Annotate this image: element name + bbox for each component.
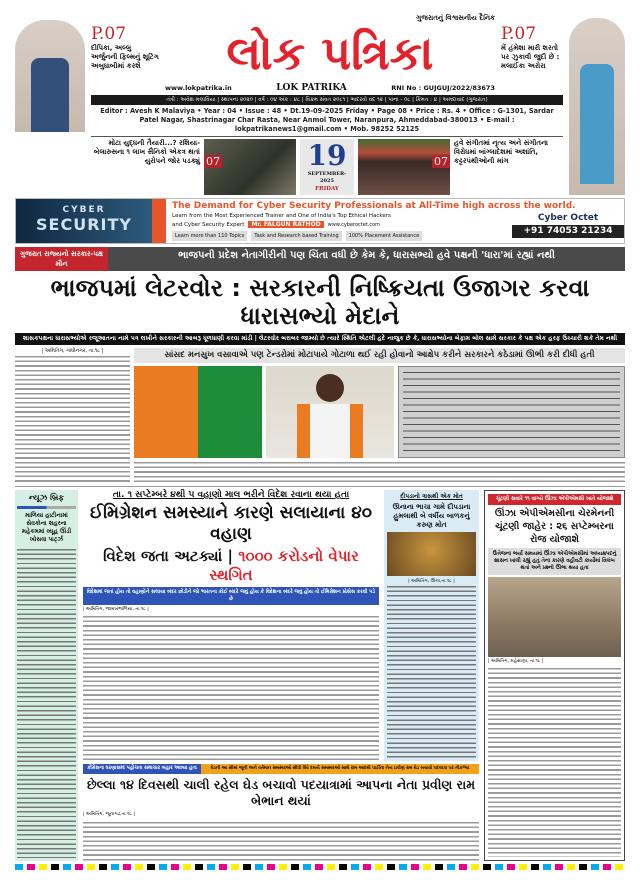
ad-chips	[172, 231, 506, 241]
ad-banner-image	[16, 199, 166, 243]
left-model-photo[interactable]	[15, 20, 85, 132]
apmc-kicker: ચૂંટણી સવારે ૧૧ વાગ્યે ઊંઝા એપીએમસી ખાતે યોજાશે	[488, 494, 621, 505]
lead-caption	[134, 461, 625, 483]
lead-kicker: ભાજપની પ્રદેશ નેતાગીરીની પણ ચિંતા વધી છે કેમ કે, ધારાસભ્યો હવે પક્ષની 'ધારા'માં રહ્યાં નથી	[108, 247, 625, 271]
teaser-left-photo[interactable]	[204, 139, 296, 195]
immigration-bar: વિદેશમાં જતાં હોય તો વહાણોને સલાયા બંદર છોડીને જો ભારતના કોઈ બંદરે જવું હોય કે વિદેશના બંદરે જવું હોય તો ઈમિગ્રેશન પ્રોસેસ કરવી પડે છે	[83, 587, 379, 605]
immigration-dateline: | અમિતિંગ, જામખંભાળિયા, તા.૧૮ |	[83, 607, 149, 612]
lead-bar: સાંસદ મનસુખ વસાવાએ પણ ટેન્ડરોમાં મોટાપાયે ગોટાળા થઈ રહી હોવાનો આક્ષેપ કરીને સરકારને કઠેડામાં ઊભી કરી દીધી હતી	[134, 348, 625, 363]
ad-chip: Task and Research based Training	[251, 231, 341, 241]
color-registration-strip	[15, 864, 625, 870]
immigration-headline-1[interactable]: ઈમિગ્રેશન સમસ્યાને કારણે સલાયાના ૪૦ વહાણ	[89, 503, 373, 544]
padyatra-dateline: | અમિતિંગ, જૂનાગઢ,તા.૧૮ |	[83, 812, 135, 817]
editor-line: Editor : Avesh K Malaviya • Year : 04 • Issue : 48 • Dt.19-09-2025 Friday • Page 08 • Price : Rs. 4 • Office : G-1301, Sardar Patel Nagar, Shastrinagar Char Rasta, Near Anmol Tower, Naranpura, Ahmeddabad-380013 • E-mail : lokpatrikanews1@gmail.com • Mob. 98252 52125	[91, 107, 563, 137]
ad-line1: Learn from the Most Experienced Trainer and One of India's Top Ethical Hackers	[172, 213, 391, 219]
leopard-headline[interactable]: ઊનાના ભાચા ગામે દીપડાના હુમલાથી બે વર્ષીય બાળકનું કરુણ મોત	[392, 503, 471, 529]
ad-chip: Learn more than 110 Topics	[172, 231, 247, 241]
immigration-headline-2[interactable]	[83, 547, 379, 585]
apmc-building-photo[interactable]	[488, 577, 621, 657]
tagline: ગુજરાતનું વિશ્વસનીય દૈનિક	[416, 14, 495, 22]
ad-brand: Cyber Octet	[537, 213, 599, 223]
teaser-right-text[interactable]: હવે સંગીતમાં નૃત્ય અને સંગીતના વિરોધમાં બાંગ્લાદેશમાં અશાંતિ, કટ્ટરપંથીઓની માંગ	[454, 139, 548, 165]
padyatra-headline[interactable]: છેલ્લા ૧૪ દિવસથી ચાલી રહેલ ઘેડ બચાવો પદયાત્રામાં આપના નેતા પ્રવીણ રામ બેભાન થયાં	[86, 777, 476, 808]
leopard-photo[interactable]	[387, 532, 476, 576]
ad-phone[interactable]: +91 74053 21234	[512, 225, 624, 238]
bjp-flag-photo[interactable]	[134, 366, 262, 458]
teaser-left-text[interactable]: મોટા યુદ્ધની તૈયારી...? રશિયા-બેલારુસના ૧ લાખ સૈનિકો એકત્ર થતાં યુરોપને જોર પડક્યું	[93, 139, 200, 165]
padyatra-bar-right: ઘેડની આ સીમાં જૂની અને વર્તમાન સમસ્યાઓ સીધી વિષે દમતી સમસ્યાઓ સાથે રામ આદમી પાર્ટીના નેતા પ્રવીણ રામ ઘેડ બચાવો પદયાત્રા પર નીકળ્યા	[201, 764, 479, 774]
separator: |	[227, 547, 233, 565]
date-box	[300, 139, 354, 195]
newspaper-logo[interactable]: લોક પત્રિકા	[226, 26, 434, 80]
date-month: SEPTEMBER- 2025	[307, 171, 347, 184]
cyber-security-ad[interactable]	[15, 198, 625, 244]
lead-tag: ગુજરાત રાજ્યનો સરકાર-પક્ષ મૌન	[15, 247, 108, 271]
lead-body-text	[15, 355, 130, 483]
apmc-story-box	[484, 490, 625, 861]
teaser-left-page: 07	[206, 155, 220, 168]
ad-trainer: Mr. FALGUN RATHOD	[248, 221, 323, 228]
apmc-headline[interactable]: ઊંઝા એપીએમસીના ચેરમેનની ચૂંટણી જાહેર : ૨૬ સપ્ટેમ્બરના રોજ યોજાશે	[494, 508, 615, 545]
ad-logo-line2: SECURITY	[36, 215, 132, 234]
website[interactable]: www.lokpatrika.in	[165, 84, 232, 92]
headline-part: વિદેશ જતા અટક્યાં	[103, 547, 223, 565]
divider	[15, 486, 625, 487]
ad-line2: and Cyber Security Expert	[172, 221, 245, 228]
date-weekday: FRIDAY	[315, 186, 339, 192]
right-model-photo[interactable]	[569, 18, 625, 195]
headline-part-red: ૧૦૦૦ કરોડનો વેપાર સ્થગિત	[209, 547, 359, 584]
rni-number: RNI No : GUJGUJ/2022/83673	[391, 84, 495, 92]
apmc-dateline: | અમિતિંગ, મહેસાણા, તા.૧૮ |	[488, 659, 544, 664]
immigration-kicker: તા. ૧ સપ્ટેમ્બરે ૪થી ૫ વહાણો માલ ભરીને વિદેશ રવાના થયા હતા	[112, 490, 350, 500]
padyatra-bar-left: કોંગ્રેસના ધરણાસમાં પહોંચતા સમાચાર બહાર આવ્યા હતા	[83, 764, 201, 774]
ad-chip: 100% Placement Assistance	[346, 231, 423, 241]
news-brief-column	[15, 490, 78, 861]
date-bar: તંત્રી : અવેશ મલાવિયા | સ્થાપના ૨૦૨૦ | વર્ષ : ૦૪ અંક : ૪૮ | વિક્રમ સંવત ૨૦૮૧ | ભાદરવો વદ ૧૨ | પાના - ૦૮ | કિંમત : ૪ | અમદાવાદ (ગુજરાત)	[91, 95, 563, 105]
ad-website[interactable]: www.cyberoctet.com	[327, 221, 381, 228]
news-brief-headline[interactable]: માળિયા હાટીનામાં સેવકોના શહરના મહેકમમાં વ્યૂહ ઊંડી ખોસવા પાર્ટ્ઝ	[21, 512, 72, 543]
name-en: LOK PATRIKA	[276, 83, 347, 93]
leopard-story-box	[384, 490, 479, 761]
apmc-subhead: ઉત્તેજના ભર્યા સમયમાં ઊંઝા એપીએમસીમાં અધ્યક્ષપદનું શાસન ખાલી રહ્યું હતું તેના કારણે વહીવટી કાર્યોમાં વિલંબ થતાં અને પ્રશ્નો ઊભા થયા હતા	[488, 548, 621, 575]
teaser-right-photo[interactable]	[358, 139, 450, 195]
apmc-body-text	[488, 667, 621, 857]
lead-headline[interactable]: ભાજપમાં લેટરવોર : સરકારની નિષ્ક્રિયતા ઉજાગર કરવા ધારાસભ્યો મેદાને	[50, 274, 590, 330]
ad-headline: The Demand for Cyber Security Professionals at All-Time high across the world.	[172, 201, 576, 211]
lead-subhead: શાસકપક્ષના ધારાસભ્યોએ રજૂઆતના નામે પત્ર લખીને સરકારની આબરૂ ધૂળધાણી કરવા માંડી | લેટરવોર બરાબર જામ્યો છે ત્યારે સ્થિતિ એટલી હદે નાજુક છે કે, ધારાસભ્યોના બેફામ બોલ સામે સરકાર કે પક્ષ એક હરફ ઉચ્ચારી શકે તેમ નથી	[15, 333, 625, 345]
politician-photo[interactable]	[266, 366, 394, 458]
teaser-right-page: 07	[434, 155, 448, 168]
left-teaser-page: P.07	[91, 24, 127, 44]
leopard-dateline: | અમિતિંગ, ઊના,તા.૧૮ |	[408, 579, 455, 584]
date-day: 19	[307, 139, 347, 172]
news-brief-title: ન્યૂઝ બ્રિફ	[29, 493, 64, 502]
lead-bullets-box	[398, 366, 625, 458]
right-teaser-page: P.07	[501, 24, 537, 44]
padyatra-body-text	[83, 821, 479, 861]
immigration-body-text	[83, 615, 379, 761]
leopard-kicker: દીપડાનો ત્રાસથી એક મોત	[400, 493, 463, 500]
left-teaser-text[interactable]: દીપિકા, અલ્લુ અર્જુનની ફિલ્મનું શૂટિંગ અબુધાબીમાં કરશે	[91, 44, 159, 70]
lead-dateline: | અમિતિંગ, ગાંધીનગર, તા.૧૮ |	[41, 348, 104, 354]
right-teaser-text[interactable]: મેં હંમેશા મારી શરતો પર ઝુકાવી જુદી છે : મલાઈકા અરોરા	[501, 44, 560, 70]
ad-logo-line1: CYBER	[62, 205, 106, 215]
